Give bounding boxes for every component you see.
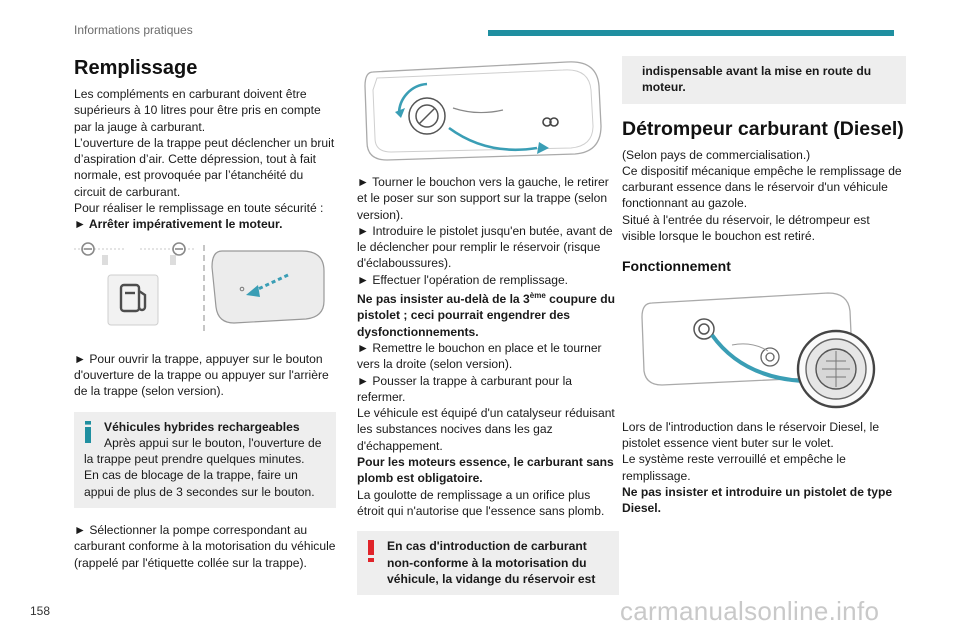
- right-column: [622, 56, 906, 516]
- fuel-cap-removal-illustration: [357, 56, 619, 162]
- operation-warning: Ne pas insister et introduire un pistolet de type Diesel.: [622, 484, 893, 516]
- fuel-cap-icon: [761, 348, 779, 366]
- subsection-title-fonctionnement: Fonctionnement: [622, 258, 731, 275]
- step-select-pump: ► Sélectionner la pompe correspondant au carburant conforme à la motorisation du véhicule (rappelé par l'étiquette collée sur la trappe).: [74, 523, 336, 570]
- fuel-door-flap: [212, 251, 324, 323]
- operation-note-2: Le système reste verrouillé et empêche le remplissage.: [622, 452, 846, 483]
- filler-neck-note: La goulotte de remplissage a un orifice plus étroit qui n'autorise que l'essence sans plomb.: [357, 487, 605, 518]
- info-box-line2: En cas de blocage de la trappe, faire un appui de plus de 3 secondes sur le bouton.: [84, 468, 315, 499]
- header-accent-bar: [488, 30, 894, 36]
- page-number: 158: [30, 604, 51, 618]
- intro-paragraph-2: L’ouverture de la trappe peut déclencher un bruit d’aspiration d’air. Cette dépression, tout à fait normale, est provoquée par l’étanchéité du circuit de carburant.: [74, 135, 335, 199]
- warning-box-continued: [622, 56, 906, 104]
- step-replace-cap: ► Remettre le bouchon en place et le tourner vers la droite (selon version).: [357, 341, 602, 372]
- intro-paragraph-3: Pour réaliser le remplissage en toute sécurité :: [74, 201, 324, 216]
- warning-box-text: En cas d'introduction de carburant non-conforme à la motorisation du véhicule, la vidange du réservoir est: [387, 539, 596, 586]
- fuel-door-button-illustration: [74, 241, 336, 341]
- catalyst-note: Le véhicule est équipé d'un catalyseur réduisant les substances nocives dans les gaz d'échappement.: [357, 406, 615, 453]
- detrompeur-description: Ce dispositif mécanique empêche le remplissage de carburant essence dans le réservoir d'un véhicule fonctionnant au gazole.: [622, 163, 902, 211]
- detrompeur-location: Situé à l'entrée du réservoir, le détrompeur est visible lorsque le bouchon est retiré.: [622, 212, 870, 244]
- step-turn-cap: ► Tourner le bouchon vers la gauche, le retirer et le poser sur son support sur la trappe (selon version).: [357, 175, 609, 222]
- cap-holder-icon: [543, 118, 558, 126]
- intro-paragraph-1: Les compléments en carburant doivent être supérieurs à 10 litres pour être pris en compte par la jauge à carburant.: [74, 87, 321, 134]
- steering-wheel-icon: [173, 243, 185, 255]
- step-insert-nozzle: ► Introduire le pistolet jusqu'en butée, avant de le déclencher pour remplir le réservoir (risque d'éclaboussures).: [357, 223, 613, 271]
- section-title-remplissage: Remplissage: [74, 57, 198, 79]
- warning-box-continued-text: indispensable avant la mise en route du moteur.: [642, 64, 872, 95]
- warning-box-wrong-fuel: [357, 531, 619, 595]
- fuel-cap-icon: [409, 98, 445, 134]
- info-box-line1: Après appui sur le bouton, l'ouverture de la trappe peut prendre quelques minutes.: [84, 435, 322, 467]
- section-title-detrompeur: Détrompeur carburant (Diesel): [622, 117, 904, 140]
- step-stop-engine: ► Arrêter impérativement le moteur.: [74, 217, 283, 232]
- step-close-door: ► Pousser la trappe à carburant pour la refermer.: [357, 373, 572, 404]
- misfuel-inhibitor-icon: [798, 331, 874, 407]
- misfuel-device-illustration: [622, 285, 906, 409]
- section-header-label: Informations pratiques: [74, 23, 193, 37]
- middle-column: [357, 56, 619, 595]
- petrol-unleaded-note: Pour les moteurs essence, le carburant sans plomb est obligatoire.: [357, 455, 614, 486]
- watermark: carmanualsonline.info: [620, 596, 880, 626]
- left-column: [74, 56, 336, 571]
- warning-nozzle-cutoff: Ne pas insister au-delà de la 3ème coupure du pistolet ; ceci pourrait engendrer des dysfonctionnements.: [357, 291, 615, 339]
- info-box-hybrid: [74, 412, 336, 508]
- warning-icon: [367, 540, 375, 562]
- step-open-door: ► Pour ouvrir la trappe, appuyer sur le bouton d'ouverture de la trappe ou appuyer sur l'arrière de la trappe (selon version).: [74, 351, 329, 399]
- info-icon: [84, 421, 92, 443]
- operation-note-1: Lors de l'introduction dans le réservoir Diesel, le pistolet essence vient buter sur le volet.: [622, 419, 880, 450]
- detrompeur-country-note: (Selon pays de commercialisation.): [622, 147, 811, 162]
- info-box-title: Véhicules hybrides rechargeables: [104, 419, 300, 434]
- step-refuel: ► Effectuer l'opération de remplissage.: [357, 272, 569, 287]
